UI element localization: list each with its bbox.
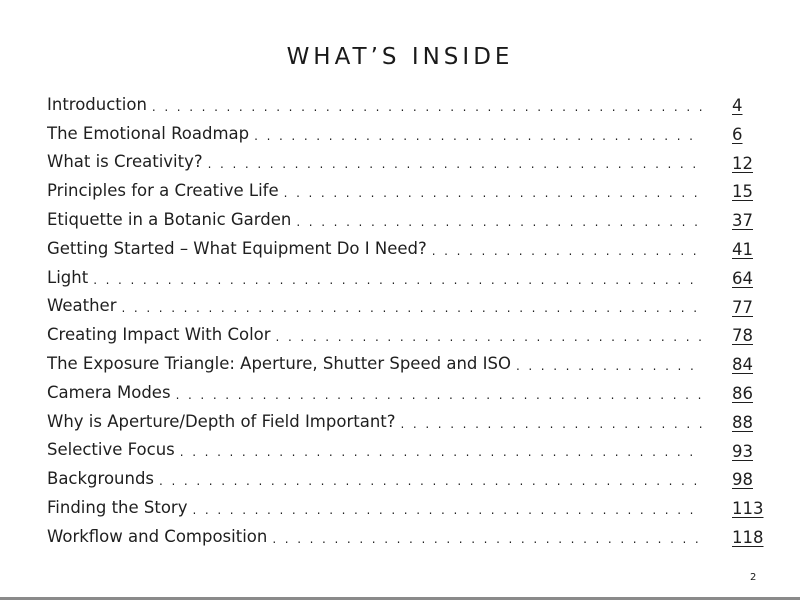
toc-entry xyxy=(47,234,759,263)
toc-page-link[interactable]: 4 xyxy=(732,96,743,115)
page-title: WHAT’S INSIDE xyxy=(286,44,514,70)
dot-leader xyxy=(121,296,702,315)
toc-page-link[interactable]: 64 xyxy=(732,268,753,288)
toc-entry-title: Selective Focus xyxy=(47,440,175,460)
toc-entry-title: The Emotional Roadmap xyxy=(47,123,250,143)
toc-entry xyxy=(47,176,759,205)
toc-page-link[interactable]: 93 xyxy=(732,441,753,461)
toc-page-link[interactable]: 98 xyxy=(732,470,753,490)
dot-leader xyxy=(432,239,702,258)
toc-entry xyxy=(47,320,759,349)
toc-entry xyxy=(47,407,759,436)
dot-leader xyxy=(176,383,702,402)
toc-entry-title: Camera Modes xyxy=(47,382,171,402)
toc-entry-title: Introduction xyxy=(47,94,147,114)
toc-entry xyxy=(47,119,759,148)
toc-page-link[interactable]: 84 xyxy=(732,355,753,375)
dot-leader xyxy=(152,95,702,114)
toc-entry xyxy=(47,292,759,321)
toc-page-link[interactable]: 86 xyxy=(732,383,753,403)
toc-entry-title: Finding the Story xyxy=(47,498,188,518)
toc-entry xyxy=(47,148,759,177)
toc-entry-title: Light xyxy=(47,267,89,287)
toc-entry-title: Getting Started – What Equipment Do I Need? xyxy=(47,238,427,258)
toc-page-link[interactable]: 15 xyxy=(732,182,753,202)
toc-entry xyxy=(47,90,759,119)
toc-page-link[interactable]: 77 xyxy=(732,297,753,317)
toc-entry-title: Weather xyxy=(47,296,117,316)
toc-entry xyxy=(47,349,759,378)
dot-leader xyxy=(180,440,702,459)
toc-page-link[interactable]: 118 xyxy=(732,527,764,547)
dot-leader xyxy=(296,210,702,229)
toc-page-link[interactable]: 41 xyxy=(732,239,753,259)
dot-leader xyxy=(276,325,702,344)
toc-entry xyxy=(47,493,764,522)
toc-entry-title: Etiquette in a Botanic Garden xyxy=(47,210,292,230)
dot-leader xyxy=(401,412,703,431)
dot-leader xyxy=(192,498,702,517)
toc-entry xyxy=(47,464,759,493)
toc-entry-title: Workflow and Composition xyxy=(47,526,268,546)
dot-leader xyxy=(516,354,702,373)
toc-entry-title: What is Creativity? xyxy=(47,152,203,172)
toc-page-link[interactable]: 12 xyxy=(732,153,753,173)
toc-entry-title: Principles for a Creative Life xyxy=(47,181,279,201)
dot-leader xyxy=(272,527,702,546)
toc-page-link[interactable]: 113 xyxy=(732,499,764,519)
toc-page-link[interactable]: 37 xyxy=(732,211,753,231)
toc-entry xyxy=(47,378,759,407)
toc-entry-title: The Exposure Triangle: Aperture, Shutter Speed and ISO xyxy=(47,354,511,374)
toc-entry-title: Why is Aperture/Depth of Field Important? xyxy=(47,411,396,431)
toc-entry xyxy=(47,522,764,551)
table-of-contents xyxy=(47,90,764,551)
toc-entry-title: Backgrounds xyxy=(47,469,155,489)
page-number: 2 xyxy=(750,572,757,583)
toc-entry xyxy=(47,436,759,465)
dot-leader xyxy=(284,181,702,200)
toc-entry-title: Creating Impact With Color xyxy=(47,325,271,345)
toc-page-link[interactable]: 6 xyxy=(732,124,743,144)
dot-leader xyxy=(93,268,702,287)
toc-entry xyxy=(47,263,759,292)
dot-leader xyxy=(159,469,702,488)
toc-entry xyxy=(47,205,759,234)
toc-page-link[interactable]: 88 xyxy=(732,412,753,432)
dot-leader xyxy=(254,124,702,143)
dot-leader xyxy=(208,152,702,171)
toc-page-link[interactable]: 78 xyxy=(732,326,753,346)
